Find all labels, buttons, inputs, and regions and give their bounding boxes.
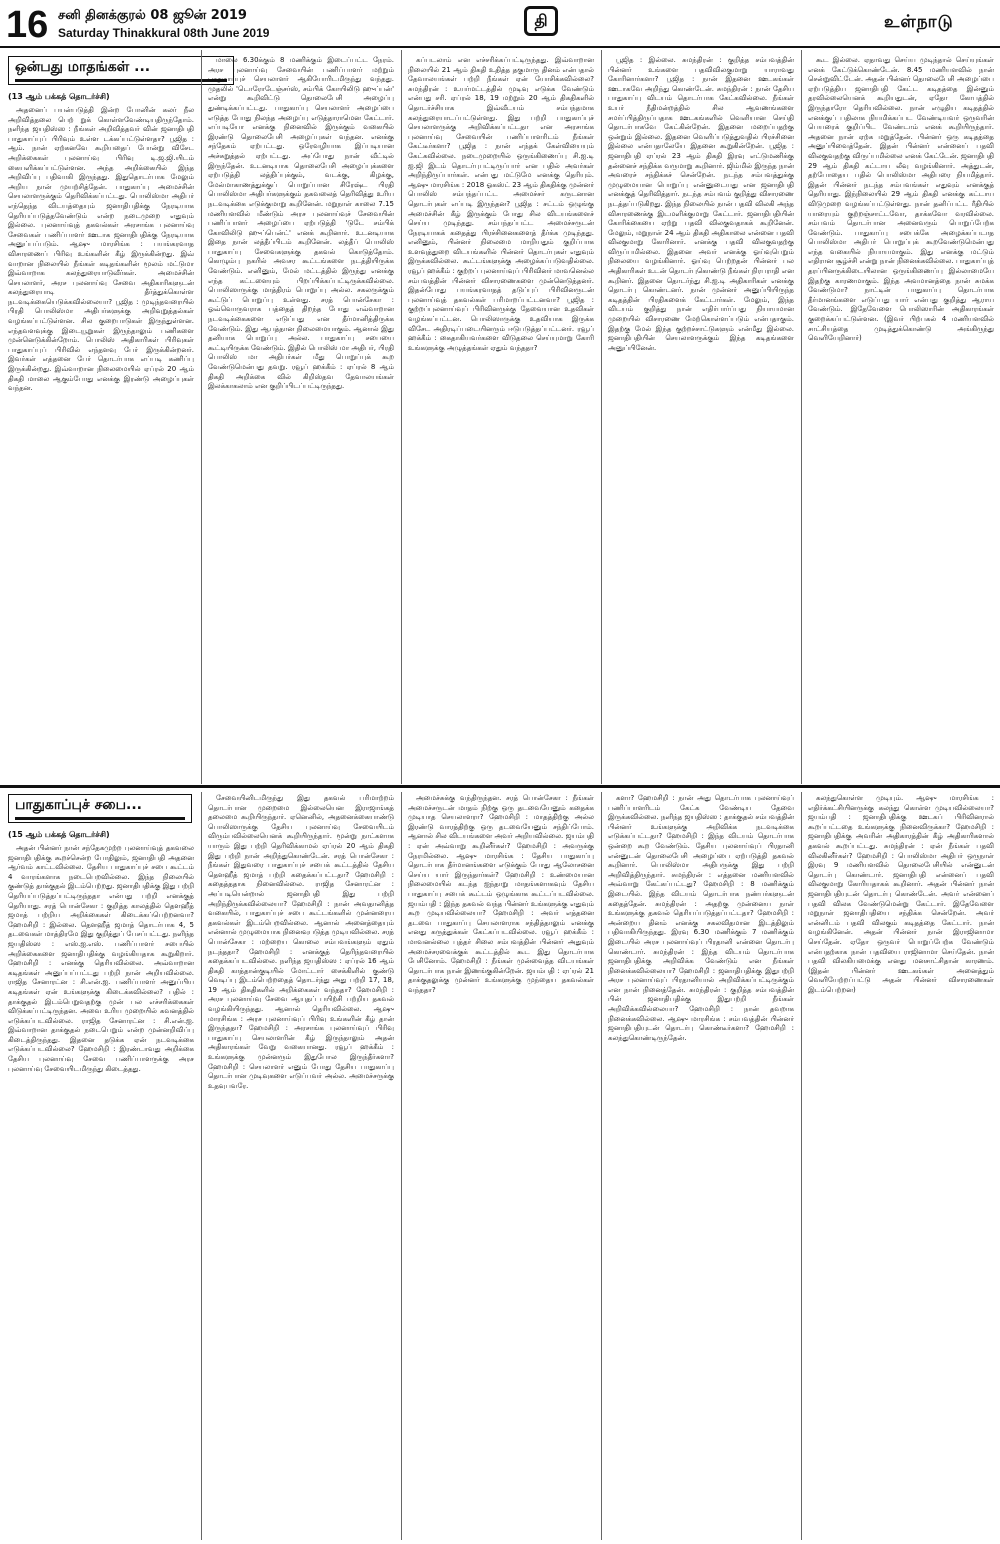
- article-2-headline-text: பாதுகாப்புச் சபை...: [15, 797, 142, 813]
- article-2-column-5: [808, 794, 994, 1538]
- column-divider: [401, 50, 402, 784]
- column-divider: [401, 792, 402, 1540]
- column-divider: [601, 792, 602, 1540]
- column-text: சேவையினிடமிருந்து இது தகவல் பரிமாற்றம் தொடர்பான முறைமை இல்லையென இராஜாங்கத் தலைமை கூறியிருந்தார். ஏனெனில், அதனைக்கையாண்டு பொலிஸாருக்கு தேசிய புலனாய்வு சேவையிடம் விரும்பவில்லையெனக் கூறியிருந்தார். மூன்று நாட்களாக யாரும் இது பற்றி தெரிவிக்காமல் ஏப்ரல் 20 ஆம் திகதி இது பற்றி நான் அறிந்துகொண்டேன். சரத் பொன்சேகா : நீங்கள் இதுவரை பாதுகாப்புச் சபைக் கூட்டத்தில் தேசிய தௌஹீத் ஜமாத் பற்றி கதைக்கப்பட்டதா? ஹேமசிறி : கதைத்ததாக நினைவில்லை. ராஜித சேனாரட்ன : அப்படியென்றால் ஜனாதிபதி இது பற்றி அறிந்திருக்கவில்லையா? ஹேமசிறி : நான் அவதானித்த வகையில், பாதுகாப்புச் சபை கூட்டங்களில் முன்னரைய தகவல்கள் இடம்பெறவில்லை. ஆனால் அனைத்தையும் என்னால் முழுமையாக நினைவுபடுத்த முடியவில்லை. சரத் பொன்சேகா : மற்றைய கொலை சம்பவங்களும் ஏதும் நடந்ததா? ஹேமசிறி : எனக்குத் தெரிந்தவரையில் கதைக்கப்படவில்லை. நளிந்த ஜயதிஸ்ஸ : ஏப்ரல் 16 ஆம் திகதி காத்தான்குடியில் மோட்டார் சைக்கிளில் குண்டு வெடிப்பு இடம்பெற்றதைத் தொடர்ந்து அது பற்றி 17, 18, 19 ஆம் திகதிகளில் அறிக்கைகள் வந்ததா? ஹேமசிறி : அரச புலனாய்வு சேவை ஆயுதப் பயிற்சி பற்றிய தகவல் வழங்கியிருந்தது. ஆனால் தெரியவில்லை. ஆஷு மாரசிங்க : அரச புலனாய்வுப் பிரிவு உங்களின் கீழ் தான் இருந்ததா? ஹேமசிறி : அரசாங்க புலனாய்வுப் பிரிவு பாதுகாப்பு செயலாளரின் கீழ் இருந்தாலும் அதன் அதிகாரங்கள் வேறு வகையானது. ரவூப் ஹக்கீம் : உங்களுக்கு முன்னரும் இதுபோல இருந்தீர்களா? ஹேமசிறி : செயலாளர் எனும் போது தேசிய பாதுகாப்பு தொடர்பான முடிவுகளை எடுப்பவர் அல்ல. அமைச்சருக்கு உதவுபவரே.: [208, 794, 394, 1090]
- article-1-column-4: [608, 56, 794, 782]
- newspaper-date-english: Saturday Thinakkural 08th June 2019: [58, 26, 270, 40]
- article-2-continued-note: (15 ஆம் பக்கத் தொடர்ச்சி): [8, 830, 110, 839]
- newspaper-date-tamil: சனி தினக்குரல் 08 ஜூன் 2019: [58, 8, 247, 23]
- column-divider: [201, 50, 202, 784]
- column-text: களா? ஹேமசிறி : நான் அது தொடர்பாக புலனாய்வுப் பணிப்பாளரிடம் கேட்க வேண்டிய தேவை இருக்கவில்லை. நளிந்த ஜயதிஸ்ஸ : தாக்குதல் சம்பவத்தின் பின்னர் உங்களுக்கு அறிவிக்க நடவடிக்கை எடுக்கப்பட்டதா? ஹேமசிறி : இந்த விடயம் தொடர்பாக ஒன்றை கூற வேண்டும். தேசிய புலனாய்வுப் பிரதானி என்னுடன் தொலைபேசி அழைப்பை ஏற்படுத்தி தகவல் கூறினார். பொலிஸ்மா அதிபருக்கு இது பற்றி அறிவித்திருந்தார். சுமந்திரன் : எத்தனை மணியளவில் அவ்வாறு கேட்கப்பட்டது? ஹேமசிறி : 8 மணிக்கும் இடையில். இந்த விடயம் தொடர்பாக நண்பர்களுடன் கதைத்தேன். சுமந்திரன் : அதற்கு முன்னைய நாள் உங்களுக்கு தகவல் தெரியப்படுத்தப்பட்டதா? ஹேமசிறி : அன்றைய தினம் எனக்கு சகலவிதமான இடத்திலும் பதிவாகியிருந்தது. இரவு 6.30 மணிக்கும் 7 மணிக்கும் இடையில் அரச புலனாய்வுப் பிரதானி என்னை தொடர்பு கொண்டார். சுமந்திரன் : இந்த விடயம் தொடர்பாக ஜனாதிபதிக்கு அறிவிக்க வேண்டும் என நீங்கள் நினைக்கவில்லையா? ஹேமசிறி : ஜனாதிபதிக்கு இதுபற்றி அரச புலனாய்வுப் பிரதானியால் அறிவிக்கப்பட்டிருக்கும் என நான் நினைத்தேன். சுமந்திரன் : குறித்த சம்பவத்தின் பின் ஜனாதிபதிக்கு இதுபற்றி நீங்கள் அறிவிக்கவில்லையா? ஹேமசிறி : நான் தவறாக நினைக்கவில்லை. ஆஷு மாரசிங்க : சம்பவத்தின் பின்னர் ஜனாதிபதியுடன் தொடர்பு கொண்டீர்களா? ஹேமசிறி : கலந்துகொண்டிருந்தேன்.: [608, 794, 794, 1042]
- headline-underline: [15, 79, 227, 82]
- article-1-column-5: [808, 56, 994, 782]
- article-separator: [0, 785, 1000, 788]
- column-text: கூட இல்லை. ஏதாவது செய்ய முடிந்தால் செய்யுங்கள் எனக் கேட்டுக்கொண்டேன். 8.45 மணியளவில் நான் சென்றுவிட்டேன். அதன் பின்னர் தொலைபேசி அழைப்பை ஏற்படுத்திய ஜனாதிபதி கேட்ட கடிதத்தை இன்னும் தரவில்லையெனக் கூறியதுடன், ஏதோ கோபத்தில் இருந்தாரோ தெரியவில்லை. நான் எழுதிய கடிதத்தில் எனக்குப் பதிலாக நியமிக்கப்பட வேண்டியவர் ஒருவரின் பெயரைக் குறிப்பிட வேண்டாம் எனக் கூறியிருந்தார். அதனை நான் ஏற்க மறுத்தேன். பின்னர் ஒரு கடிதத்தை அனுப்பிவைத்தேன். இதன் பின்னர் என்னைப் பதவி விலகுவதற்கு விருப்பமில்லை எனக் கேட்டேன். ஜனாதிபதி 29 ஆம் திகதி கட்டாய லீவு வழங்கினார். அத்துடன், தற்போதைய பதில் பொலிஸ்மா அதிபரை நியமித்தார். இதன் பின்னர் நடந்த சம்பவங்கள் எதுவும் எனக்குத் தெரியாது. இந்நிலையில் 29 ஆம் திகதி எனக்கு கட்டாய விடுமுறை வழங்கப்பட்டுள்ளது. நான் தனிப்பட்ட ரீதியில் யாரையும் குற்றஞ்சாட்டவோ, தாக்கவோ வரவில்லை. சம்பவம் தொடர்பான அனைவரும் பொறுப்பேற்க வேண்டும். பாதுகாப்பு சபைக்கே அழைக்கப்படாத பொலிஸ்மா அதிபர் பொறுப்புக் கூறவேண்டுமென்பது எந்த வகையில் நியாயமாகும். இது எனக்கு மட்டும் எதிரான சூழ்ச்சி என்று நான் நினைக்கவில்லை. பாதுகாப்புத் தரப்பினருக்கிடையிலான ஒருங்கிணைப்பு இல்லாமையே இதற்கு காரணமாகும். இந்த அவமானத்தை நான் சுமக்க வேண்டுமா? நாட்டின் பாதுகாப்பு தொடர்பாக தீர்மானங்களை எடுப்பது யார் என்பது குறித்து ஆராய வேண்டும். இதேவேளை பொலிஸாரின் அதிகாரங்கள் குறைக்கப்பட்டுள்ளன. (இவர் பிற்பகல் 4 மணியளவில் சாட்சியத்தை முடித்துக்கொண்டு அங்கிருந்து வெளியேறினார்): [808, 56, 994, 343]
- article-2-column-4: [608, 794, 794, 1538]
- column-text: மாலை 6.30க்கும் 8 மணிக்கும் இடைப்பட்ட நேரம். அரச புலனாய்வு சேவையின் பணிப்பாளர் மற்றும் பாதுகாப்புச் செயலாளர் ஆகியோரிடமிருந்து வந்தது. முதலில் 'டொரோடேஞ்சர்ஸ், சம்பிக் கோயிலிடு ஹுப்பன்' என்று கூறிவிட்டு தொலைபேசி அழைப்பு துண்டிக்கப்பட்டது. பாதுகாப்பு செயலாளர் அழைப்பை எடுத்த போது நிலந்த அழைப்பு எடுத்தாராமென கேட்டார். எப்படியோ எனக்கு நினைவில் இருக்கும் வகையில் இரண்டு தொலைபேசி அழைப்புகள் வந்தன. எனக்கு சந்தேகம் ஏற்பட்டது. ஒரேவழியாக இப்படியான அச்சுறுத்தல் ஏற்பட்டது. அப்போது நான் வீட்டில் இருந்தேன். உடனடியாக தொலைபேசி அழைப்புக்களை ஏற்படுத்தி லத்திப்புக்கும், வடக்கு, கிழக்கு, மேல்மாகாணத்துக்குப் பொறுப்பான சிரேஷ்ட பிரதி பொலிஸ்மா அதிபர்களுக்கும் தகவலைத் தெரிவித்து உரிய நடவடிக்கை எடுக்குமாறு கூறினேன். மறுநாள் காலை 7.15 மணியளவில் மீண்டும் அரச புலனாய்வுச் சேவையின் பணிப்பாளர் அழைப்பை ஏற்படுத்தி 'டுடே சம்பிக் கோவிலிடு ஹுப்பென்ட்' எனக் கூறினார். உடனடியாக இதை நான் லத்தீப்பிடம் கூறினேன். லத்தீப் பொலிஸ் பாதுகாப்பு சேவைகளுக்கு தகவல் கொடுத்தோம். கொழும்பு நகரில் அவசர கூட்டங்களை நடத்தியிருக்க வேண்டும். எனினும், மேல் மட்டத்தில் இருந்து எனக்கு எந்த கட்டளையும் பிறப்பிக்கப்பட்டிருக்கவில்லை. பொலிஸாருக்கு மாத்திரம் பொறுப்பு அல்ல. சகலருக்கும் கூட்டுப் பொறுப்பு உள்ளது. சரத் பொன்சேகா : ஓவ்வொருவராக பத்தைத் திறந்த போது எவ்வாறான நடவடிக்கைகளை எடுப்பது என தீர்மானித்திருக்க வேண்டும். இது ஆபத்தான நிலைமையாகும். ஆனால் இது தனியாக பொறுப்பு அல்ல. பாதுகாப்பு சபையை கூட்டியிருக்க வேண்டும். இதில் பொலிஸ் மா அதிபர், பிரதி பொலிஸ் மா அதிபர்கள் மீது பொறுப்புக் கூற வேண்டுமென்பது தவறு. ரவூப் ஹக்கீம் : ஏப்ரல் 8 ஆம் திகதி அறிக்கை வில் கிறிஸ்தவ தேவாலயங்கள் இலக்காகலாம் என குறிப்பிடப்பட்டிருந்தது.: [208, 56, 394, 391]
- article-1-headline-text: ஒன்பது மாதங்கள் ...: [15, 59, 151, 75]
- newspaper-logo: தி: [524, 6, 558, 36]
- section-title: உள்நாடு: [884, 12, 954, 32]
- page-number: 16: [6, 4, 49, 46]
- article-1-column-1: [8, 106, 194, 782]
- article-1-continued-note: (13 ஆம் பக்கத் தொடர்ச்சி): [8, 92, 110, 101]
- column-text: அமைச்சுக்கு வந்திருந்தன. சரத் பொன்சேகா : நீங்கள் அமைச்சருடன் மாதம் நிற்கு ஒரு தடவையேனும் கதைக்க முடியாத செயலாளரா? ஹேமசிறி : மாதத்திற்கு அல்ல இரண்டு வாரத்திற்கு ஒரு தடவையேனும் சந்திப்போம். ஆனால் சில விடயங்களை அவர் அறியவில்லை. ஜயம்பதி : ஏன் அவ்வாறு கூறினீர்கள்? ஹேமசிறி : அவருக்கு நேரமில்லை. ஆஷு மாரசிங்க : தேசிய பாதுகாப்பு தொடர்பாக தீர்மானங்களை எடுக்கும் போது ஆலோசனை செய்ய யார் இருந்தார்கள்? ஹேமசிறி : உண்மையான நிலைமையில் கடந்த ஐந்தாறு மாதங்களாகவும் தேசிய பாதுகாப்பு சபைக் கூட்டம் ஒழுங்காக கூட்டப்படவில்லை. ஜயம்பதி : இந்த தகவல் வந்த பின்னர் உங்களுக்கு எதுவும் கூற முடியவில்லையா? ஹேமசிறி : அவர் எத்தனை தடவை பாதுகாப்பு செயலாளராக சந்தித்தாலும் எனக்கு எனது கருத்துக்கள் கேட்கப்படவில்லை. ரவூப் ஹக்கீம் : மாவனல்லை புத்தர் சிலை சம்பவத்தின் பின்னர் அதுவும் அமைச்சரவைக்குக் கூட்டத்தில் கூட இது தொடர்பாக பேசினோம். ஹேமசிறி : நீங்கள் முன்வைத்த விடயங்கள் தொடர்பாக நான் இணங்குகின்றேன். ஜயம்பதி : ஏப்ரல் 21 தாக்குதலுக்கு முன்னர் உங்களுக்கு முந்தைய தகவல்கள் வந்ததா?: [408, 794, 594, 994]
- column-text: கலந்துகொள்ள முடியும். ஆஷு மாரசிங்க : எதிர்க்கட்சியினருக்கு கலந்து கொள்ள முடியவில்லையா? ஜயம்பதி : ஜனாதிபதிக்கு ஊடகப் பிரிவினரால் கூறப்பட்டதை உங்களுக்கு நினைவிருக்கா? ஹேமசிறி : ஜனாதிபதிக்கு அவரின் அதிகாரத்தின் கீழ் அதிகாரிகளால் தகவல் கூறப்பட்டது. சுமந்திரன் : ஏன் நீங்கள் பதவி விலகினீர்கள்? ஹேமசிறி : பொலிஸ்மா அதிபர் ஒருநாள் இரவு 9 மணியளவில் தொலைபேசியில் என்னுடன் தொடர்பு கொண்டார். ஜனாதிபதி என்னைப் பதவி விலகுமாறு கோரியதாகக் கூறினார். அதன் பின்னர் நான் ஜனாதிபதியுடன் தொடர்பு கொண்டேன். அவர் என்னைப் பதவி விலக வேண்டுமென்று கேட்டார். இதேவேளை மறுநாள் ஜனாதிபதியை சந்திக்க சென்றேன். அவர் என்னிடம் பதவி விலகும் கடிதத்தை கேட்டார். நான் வழங்கினேன். அதன் பின்னர் நான் இராஜினாமா செய்தேன். ஏதோ ஒருவர் பொறுப்பேற்க வேண்டும் என்பதற்காக நான் பதவியை ராஜினாமா செய்தேன். நான் பதவி விலகியமைக்கு எனது மனசாட்சிதான் காரணம். (இதன் பின்னர் ஊடகங்கள் அனைத்தும் வெளியேற்றப்பட்டு அதன் பின்னர் விசாரணைகள் இடம்பெற்றன): [808, 794, 994, 994]
- header-rule: [0, 46, 1000, 48]
- article-2-column-2: [208, 794, 394, 1538]
- article-2-column-3: [408, 794, 594, 1538]
- article-1-column-3: [408, 56, 594, 782]
- column-divider: [601, 50, 602, 784]
- column-divider: [801, 50, 802, 784]
- article-1-column-2: [208, 56, 394, 782]
- article-2-headline: [8, 794, 192, 823]
- column-text: அதனைப் பயன்படுத்தி இன்ற போனின் கலர் நீல அறிவித்தலை பெற் றுக் கொள்ளவேண்டியதிருந்தோம். நளிந்த ஜயதிஸ்ஸ : நீங்கள் அறிவித்தவர் வின் ஜனாதிபதி பாதுகாப்புப் பிரிவும் உள்ள டக்கப்பட்டுள்ளதா? பூஜித : ஆம். நான் ஏற்கனவே கூறியதைப் போன்று விசேட அறிக்கைகள் புலனாய்வு பிரிவு டி.ஜ.ஜி.யிடம் கையளிக்கப்பட்டுள்ளன. அந்த அறிக்கையில் இந்த அறிவிப்பு பதிவாகி இருந்தது. இதுதொடர்பாக மேலும் அறிய நான் முயற்சித்தேன். பாதுகாப்பு அமைச்சின் செயலாளருக்கும் தெரிவிக்கப்பட்டது. பொலிஸ்மா அதிபர் எந்தெந்த விடயத்தையும் ஜனாதிபதிக்கு நேரடியாக தெரியப்படுத்தவேண்டும் என்ற நடைமுறை எதுவும் இல்லை. புலனாய்வுத் தகவல்கள் அரசாங்க புலனாய்வு சேவைகள் பணிப்பாளர் ஊடாக ஜனாதிபதிக்கு நேரடியாக அனுப்பப்படும். ஆஷு மாரசிங்க : பயங்கரவாத விசாரணைப் பிரிவு உங்களின் கீழ் இருக்கின்றது. இவ் வாறான நிலையில் நீங்கள் கடிதங்களின் மூலம் மட்டுமா இவ்வாறாக கலந்துரையாடுவீர்கள். அமைச்சின் செயலாளர், அரச புலனாய்வு சேவை அதிகாரிகளுடன் கலந்துரையாடி தீர்த்துக்கொள்ள நடவடிக்கையெடுக்கவில்லையா? பூஜித : முடிந்தவரையில் பிரதி பொலிஸ்மா அதிபர்களுக்கு அறிவுறுத்தல்கள் வழங்கப்பட்டுள்ளன. சில குறைபாடுகள் இருந்துள்ளன. எந்தவளவுக்கு இடையூறுகள் இருந்தாலும் பணிகளை முன்னெடுக்கின்றோம். பொலிஸ் அதிகாரிகள் பிரிவுகள் பாதுகாப்புப் பிரிவில் எந்தளவு பேர் இருக்கின்றனர். இவர்கள் எத்தனை பேர் தொடர்பாக எப்படி கணிப்பு இருக்கின்றது. இவ்வாறான நிலைமையில் ஏப்ரல் 20 ஆம் திகதி மாலை ஆகும்போது எனக்கு இரண்டு அழைப்புகள் வந்தன.: [8, 106, 194, 393]
- column-divider: [801, 792, 802, 1540]
- column-text: பூஜித : இல்லை. சுமந்திரன் : குறித்த சம்பவத்தின் பின்னர் உங்களை பதவிவிலகுமாறு யாராவது கோரினார்களா? பூஜித : நான் இதனை ஊடகங்கள் ஊடாகவே அறிந்து கொண்டேன். சுமந்திரன் : நான் தேசிய பாதுகாப்பு விடயம் தொடர்பாக கேட்கவில்லை. நீங்கள் உயர் நீதிமன்றத்தில் சில ஆவணங்களை சமர்ப்பித்திருப்பதாக ஊடகங்களில் வெளியான செய்தி தொடர்பாகவே கேட்கின்றேன். இதனை மறைப்பதற்கு ஒன்றும் இல்லை. இதனை வெளிப்படுத்துவதில் பிரச்சினை இல்லை என்பதாலேயே இதனை கூறுகின்றேன். பூஜித : ஜனாதிபதி ஏப்ரல் 23 ஆம் திகதி இரவு எட்டுமணிக்கு தன்னைச் சந்திக்க வருமாறு கூறினார். ஜிம்மில் இருந்த நான் அவரைச் சந்திக்கச் சென்றேன். நடந்த சம்பவத்துக்கு முழுமையான பொறுப்பு என்னுடையது என ஜனாதிபதி எனக்குத் தெரிவித்தார். நடந்த சம்பவம் குறித்து விசாரணை நடத்தப்படுகிறது. இந்த நிலையில் நான் பதவி விலகி அந்த விசாரணைக்கு இடமளிக்குமாறு கேட்டார். ஜனாதிபதியின் கோரிக்கையை ஏற்று பதவி விலகுவதாகக் கூறினேன். மேலும், மறுநாள் 24 ஆம் திகதி அதிகாலை என்னை பதவி விலகுமாறு கோரினார். எனக்கு பதவி விலகுவதற்கு விருப்பமில்லை. இதனை அவர் எனக்கு ஓய்வுபெறும் நிலையை வழங்கினார். ஓய்வு பெற்றதன் பின்னர் பல அதிகாரிகள் உடன் தொடர்புகொண்டு நீங்கள் நிரபராதி என கூறினர். இதனை தொடர்ந்து சி.ஐ.டி அதிகாரிகள் எனக்கு தொடர்பு கொண்டனர். நான் முன்னர் அனுப்பியிருந்த கடிதத்தின் பிரதிகளைக் கேட்டார்கள். மேலும், இந்த விடயம் குறித்து நான் எதிர்பார்ப்பது நியாயமான முறையில் விசாரணை மேற்கொள்ளப்படும் என்பதாகும். இதற்கு மேல் இந்த குற்றச்சாட்டுகளும் என்மீது இல்லை. ஜனாதிபதியின் செயலாளருக்கும் இந்த கடிதங்களை அனுப்பினேன்.: [608, 56, 794, 352]
- headline-underline: [15, 817, 185, 820]
- article-2-column-1: [8, 844, 194, 1538]
- page-header: [0, 0, 1000, 46]
- column-text: கப்படலாம் என எச்சரிக்கப்பட்டிருந்தது. இவ்வாறான நிலையில் 21 ஆம் திகதி உதித்த தகுமாரு தினம் என்பதால் தேவாலயங்கள் பற்றி நீங்கள் ஏன் யோசிக்கவில்லை? சுமந்திரன் : உயர்மட்டத்தில் முடிவு எடுக்க வேண்டும் என்பது சரி. ஏப்ரல் 18, 19 மற்றும் 20 ஆம் திகதிகளில் தொடர்ச்சியாக இவ்வீடயம் சம்பந்தமாக கலந்துரையாடப்பட்டுள்ளது. இது பற்றி பாதுகாப்புச் செயலாளருக்கு அறிவிக்கப்பட்டதா என அரசாங்க புலனாய்வு சேவையின் பணிப்பாளரிடம் நீங்கள் கேட்டீர்களா? பூஜித : நான் எந்தக் கேள்வியையும் கேட்கவில்லை. நடைமுறையில் ஒருங்கிணைப்பு சி.ஐ.டி ஐ.ஜி இடம் தொடர்புபட்டிருப்பார் என பதில் அவர்கள் அறிந்திருப்பார்கள். என்பது மட்டுமே எனக்கு தெரியும். ஆஷு மாரசிங்க : 2018 ஓகஸ்ட் 23 ஆம் திகதிக்கு முன்னர் பொலிஸ் சம்பந்தப்பட்ட அமைச்சர் கருடனான தொடர்புகள் எப்படி இருந்தன? பூஜித : சட்டம் ஒழுங்கு அமைச்சின் கீழ் இருக்கும் போது சில விடயங்களைச் செய்ய முடிந்தது. சம்பந்தப்பட்ட அமைச்சருடன் நேரடியாகக் கதைத்து பிரச்சினைகளைத் தீர்க்க முடிந்தது. எனினும், பின்னர் நிலைமை மாறியதும் குறிப்பாக உளவுத்துறை விடயங்களில் பின்னர் தொடர்புகள் எதுவும் இருக்கவில்லை. கூட்டங்களுக்கு அழைக்கப்படுவதில்லை. ரவூப் ஹக்கீம் : குற்றப் புலனாய்வுப் பிரிவினர் மாவனெல்ல சம்பவத்தின் பின்னர் விசாரணைகளை முன்னெடுத்தனர். இதன்போது பயங்கரவாதத் தடுப்புப் பிரிவினருடன் புலனாய்வுத் தகவல்கள் பரிமாறப்பட்டனவா? பூஜித : குற்றப்புலனாய்வுப் பிரிவினருக்கு தேவையான உதவிகள் வழங்கப்பட்டன. பொலிஸாருக்கு உதவியாக இருக்க விசேட அதிரடிப்படையினரும் ஈடுபடுத்தப்பட்டனர். ரவூப் ஹக்கீம் : கைதாகியவர்களை விடுதலை செய்யுமாறு கோரி உங்களுக்கு அழுத்தங்கள் ஏதும் வந்ததா?: [408, 56, 594, 352]
- column-divider: [201, 792, 202, 1540]
- column-text: அதன் பின்னர் நான் சந்தேகமுற்ற புலனாய்வுத் தகவலை ஜனாதிபதிக்கு கூறச்சென்ற போதிலும், ஜனாதிபதி அதனை ஆர்வம் காட்டவில்லை. தேசிய பாதுகாப்புச் சபை கூட்டம் 4 வாரங்களாக நடைபெறவில்லை. இந்த நிலையில் குண்டுத் தாக்குதல் இடம்பெற்றது. ஜனாதிபதிக்கு இது பற்றி தெரியப்படுத்தப்பட்டிருந்ததா என்பது பற்றி எனக்குத் தெரியாது. சரத் பொன்சேகா : குறித்த காலத்தில் தௌஹீத் ஜமாத் பற்றிய அறிக்கைகள் கிடைக்கப்பெற்றனவா? ஹேமசிறி : இல்லை. தௌஹீத் ஜமாத் தொடர்பாக 4, 5 தடவைகள் மாத்திரமே இது குறித்துப் பேசப்பட்டது. நளிந்த ஜயதிஸ்ஸ : எஸ்.ஐ.எஸ். பணிப்பாளர் சபையில் அறிக்கைகளை ஜனாதிபதிக்கு வழங்கியதாக கூறுகிறார். ஹேமசிறி : எனக்கு தெரியவில்லை. அவ்வாறான கடிதங்கள் அனுப்பப்பட்டது பற்றி நான் அறியவில்லை. ராஜித சேனாரட்ன : சி.என்.ஐ. பணிப்பாளர் அனுப்பிய கடிதங்கள் ஏன் உங்களுக்கு கிடைக்கவில்லை? பதில் : தாக்குதல் இடம்பெறுவதற்கு முன் பல எச்சரிக்கைகள் விடுக்கப்பட்டிருந்தன. அவை உரிய முறையில் கவனத்தில் எடுக்கப்படவில்லை. ராஜித சேனாரட்ன : சி.என்.ஐ. இவ்வாறான தாக்குதல் நடைபெறும் என்ற முன்னறிவிப்பு கிடைத்திருந்தது. இதனை தடுக்க ஏன் நடவடிக்கை எடுக்கப்படவில்லை? ஹேமசிறி : இரண்டாவது அறிக்கை தேசிய புலனாய்வு சேவை பணிப்பாளருக்கு அரச புலனாய்வு சேவையிடமிருந்து கிடைத்தது.: [8, 844, 194, 1073]
